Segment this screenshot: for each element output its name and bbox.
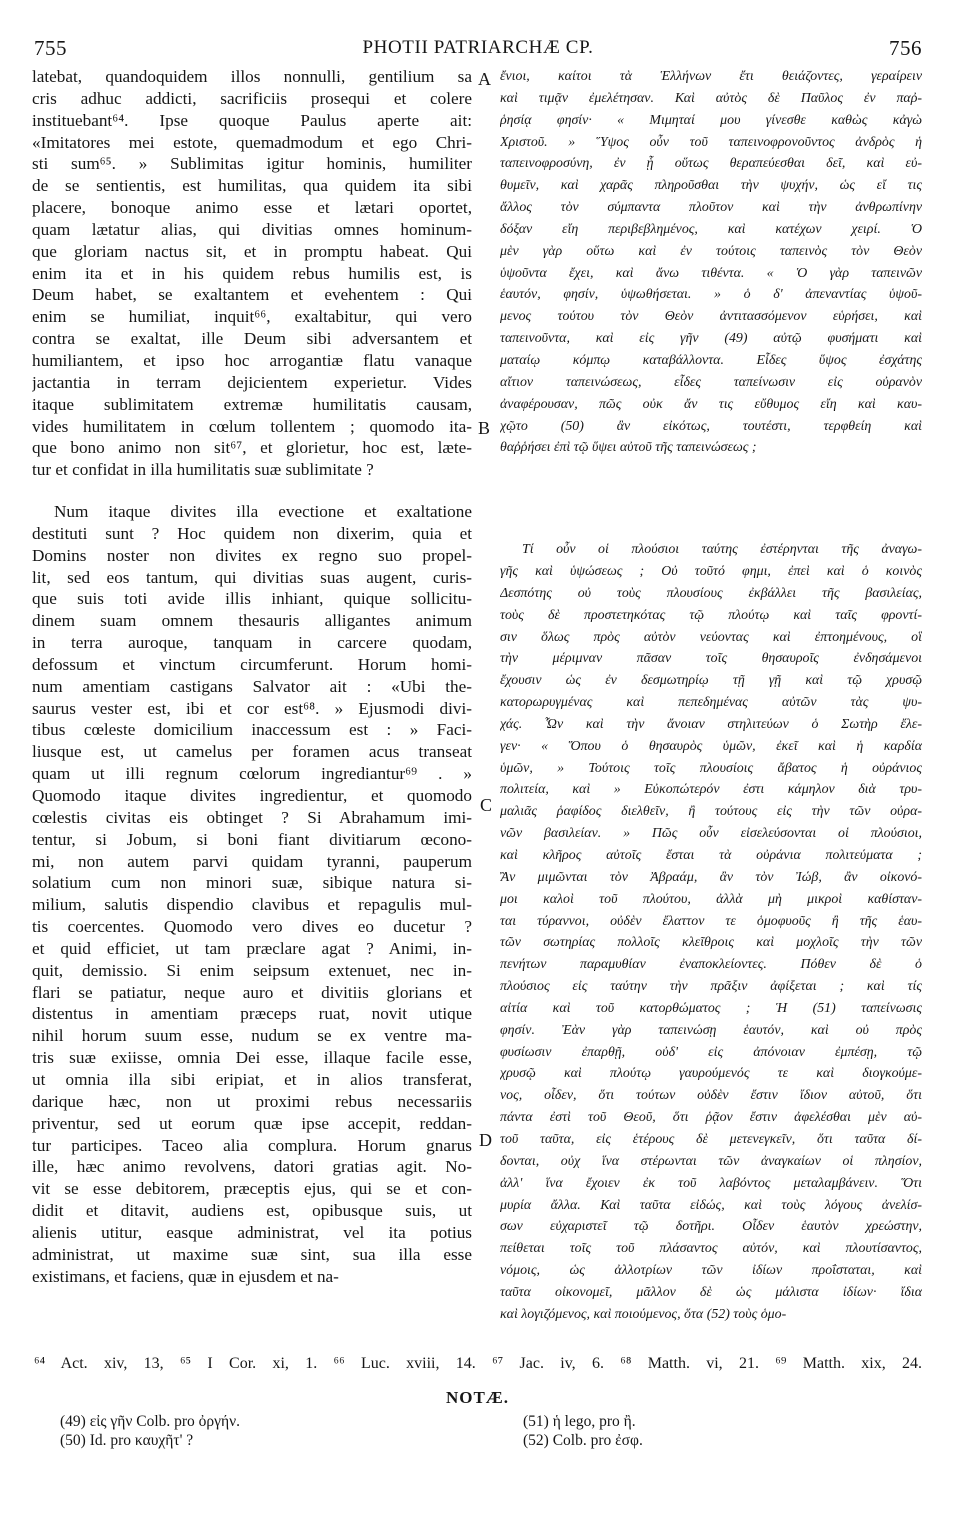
greek-text-line: μαλιᾶς ῥαφίδος διελθεῖν, ἢ τούτους εἰς τὴν τῶν οὐρα- (500, 804, 922, 820)
latin-paragraph-2 (32, 501, 472, 1287)
greek-text-line: Ἂν μιμῶνται τὸν Ἀβραάμ, ἂν τὸν Ἰώβ, ἂν οἰκονό- (500, 869, 922, 885)
note-50: (50) Id. pro καυχῆτ' ? (60, 1432, 194, 1449)
greek-text-line: γῆς καὶ ὑψώσεως ; Οὐ τοῦτό φημι, ἐπεὶ καὶ ὁ κοινὸς (500, 564, 922, 580)
greek-text-line: χρυσῷ καὶ πλούτῳ γαυρούμενός τε καὶ διογκούμε- (500, 1066, 922, 1082)
greek-text-line: καὶ λογιζόμενος, καὶ ποιούμενος, ὅτα (52) τοὺς ὁμο- (500, 1306, 787, 1322)
latin-text-line: sti sum⁶⁵. » Sublimitas igitur hominis, humiliter (32, 154, 472, 174)
greek-text-line: ἔνιοι, καίτοι τὰ Ἑλλήνων ἔτι θειάζοντες, γεραίρειν (500, 69, 922, 84)
section-marker-d: D (479, 1130, 492, 1150)
greek-text-line: πάντα ἐστὶ τοῦ Θεοῦ, ὅτι ῥᾷον ἔστιν ἀφελέσθαι μὲν αὐ- (500, 1110, 922, 1126)
greek-text-line: μυρία ἄλλα. Καὶ ταῦτα εἰδώς, καὶ τοὺς λόγους ἀνελίσ- (500, 1197, 922, 1213)
latin-text-line: administrat, ut maxime suæ sint, sua illa esse (32, 1244, 472, 1264)
greek-text-line: Τί οὖν οἱ πλούσιοι ταύτης ἐστέρηνται τῆς ἀναγω- (522, 542, 922, 558)
page-number-right: 756 (889, 36, 922, 60)
section-marker-b: B (478, 418, 491, 438)
greek-text-line: ἔχουσιν ὡς ἐν δεσμωτηρίῳ τῇ γῇ καὶ τῷ χρυσῷ (500, 673, 922, 689)
latin-text-line: in terra auroque, tanquam in carcere quodam, (32, 633, 472, 653)
latin-text-line: darique hæc, non ut proximi rebus necessariis (32, 1091, 472, 1111)
greek-text-line: νόμοις, ὡς ἀλλοτρίων τῶν ἰδίων προΐσταται, καὶ (500, 1263, 922, 1279)
latin-text-line: destituti sunt ? Hoc quidem non dixerim, quia et (32, 523, 472, 543)
latin-text-line: vides humilitatem in cœlum tollentem ; quomodo ita- (32, 416, 472, 436)
latin-text-line: cœlestis civitas eis obtinget ? Si Abrahamum imi- (32, 807, 472, 827)
latin-text-line: vit se esse debitorem, præceptis ejus, qui se et con- (32, 1179, 472, 1199)
greek-paragraph-2 (500, 539, 922, 1325)
latin-text-line: ille, hæc animo revolvens, datori gratias agit. No- (32, 1157, 472, 1177)
latin-text-line: jactantia in terram dejicientem experietur. Vides (32, 372, 472, 392)
latin-paragraph-1 (32, 66, 472, 481)
latin-text-line: existimans, et faciens, quæ in ejusdem et na- (32, 1266, 339, 1286)
greek-text-line: ἄλλος τὸν σύμπαντα πλοῦτον καὶ τὴν ἀνθρωπίνην (500, 200, 922, 216)
greek-paragraph-1 (500, 66, 922, 459)
greek-text-line: αἰτία καὶ τοῦ κατορθώματος ; Ἡ (51) ταπείνωσις (500, 1000, 922, 1016)
section-marker-c: C (480, 795, 493, 815)
latin-text-line: flari se patiatur, neque auro et divitiis glorians et (32, 982, 472, 1002)
latin-text-line: quit, demissio. Si enim seipsum extenuet, nec in- (32, 960, 472, 980)
greek-text-line: νος, οἶδεν, ὅτι τούτων οὐδὲν ἔστιν ἴδιον αὐτοῦ, ὅτι (500, 1088, 922, 1104)
latin-text-line: alienis utitur, easque administrat, vel ita potius (32, 1222, 472, 1242)
latin-text-line: solatium cum non minori suæ, sibique natura si- (32, 873, 472, 893)
latin-text-line: tris suæ exiisse, omnia Dei esse, illaque facile esse, (32, 1048, 472, 1068)
latin-text-line: que suis toti avide illis inhiant, quique sollicitu- (32, 589, 472, 609)
running-header (34, 36, 922, 66)
greek-text-line: θυμεῖν, καὶ χαρᾶς πληροῦσθαι τὴν ψυχήν, ὡς εἴ τις (500, 178, 922, 194)
latin-text-line: enim se humiliat, inquit⁶⁶, exaltabitur, qui vero (32, 307, 472, 327)
notes-heading: NOTÆ. (445, 1388, 510, 1407)
footnote-references: ⁶⁴ Act. xiv, 13, ⁶⁵ I Cor. xi, 1. ⁶⁶ Luc. xviii, 14. ⁶⁷ Jac. iv, 6. ⁶⁸ Matth. vi, 21. ⁶⁹ Matth. xix, 24. (34, 1355, 922, 1372)
greek-text-line: τοὺς δὲ προστετηκότας τῷ πλούτῳ καὶ ταῖς φροντί- (500, 607, 922, 623)
greek-text-line: μοι καλοὶ τοῦ πλούτου, ἀλλὰ μὴ μικροὶ καθίσταν- (500, 891, 922, 907)
latin-text-line: Num itaque divites illa evectione et exaltatione (54, 502, 472, 522)
latin-text-line: humiliantem, et ipso hoc arrogantiæ flatu vanaque (32, 350, 472, 370)
note-49: (49) εἰς γῆν Colb. pro ὀργήν. (60, 1413, 240, 1430)
latin-text-line: tentur, si Jobum, si boni fiant divitiarum œcono- (32, 829, 472, 849)
note-52: (52) Colb. pro ἐσφ. (523, 1432, 643, 1449)
latin-text-line: «Imitatores mei estote, quemadmodum et ego Chri- (32, 132, 472, 152)
running-title: PHOTII PATRIARCHÆ CP. (362, 37, 594, 58)
greek-text-line: μενος τούτου τὸν Θεὸν ἀντιτασσόμενον εὑρήσει, καὶ (500, 309, 922, 325)
greek-text-line: πολιτεία, καὶ » Εὐκοπώτερόν ἐστι κάμηλον διὰ τρυ- (500, 782, 922, 798)
greek-text-line: αἴτιον ταπεινώσεως, εἶδες ταπείνωσιν εἰς οὐρανὸν (500, 374, 922, 390)
greek-text-line: δόξαν εἴη περιβεβλημένος, καὶ κατέχων χειρί. Ὁ (500, 221, 922, 237)
latin-text-line: que gloriam nactus sit, et in promptu habeat. Qui (32, 241, 472, 261)
greek-text-line: νῶν βασιλείαν. » Πῶς οὖν εἰσελεύσονται οἱ πλούσιοι, (500, 826, 922, 842)
latin-text-line: que bono animo non sit⁶⁷, et glorietur, hoc est, læte- (32, 438, 472, 458)
greek-text-line: χάς. Ὧν καὶ τὴν ἄνοιαν στηλιτεύων ὁ Σωτὴρ ἔλε- (500, 716, 922, 732)
latin-text-line: distentus in amentiam præceps ruat, novit utique (32, 1004, 472, 1024)
greek-text-line: ται τύραννοι, οὐδὲν ἔλαττον τε ὁμοφυοῦς ἢ τῆς ἑαυ- (500, 913, 922, 929)
latin-text-line: quam lætatur alias, qui divitias omnes hominum- (32, 219, 472, 239)
latin-text-line: saurus vester est, ibi et cor est⁶⁸. » Ejusmodi divi- (32, 698, 472, 718)
latin-text-line: enim ita et in his quidem rebus humilis est, is (32, 263, 472, 283)
greek-text-line: καὶ τιμᾷν ἐμελέτησαν. Καὶ αὐτὸς δὲ Παῦλος ἐν παῤ- (500, 90, 922, 106)
latin-text-line: didit et ditavit, audiens est, opibusque suis, ut (32, 1201, 472, 1221)
section-marker-a: A (478, 69, 491, 89)
latin-text-line: placere, bonoque animo esse et lætari oportet, (32, 198, 472, 218)
greek-text-line: ὑμῶν, » Τούτοις τοῖς πλουσίοις ἄβατος ἡ οὐράνιος (500, 760, 922, 776)
latin-column (32, 66, 472, 1287)
greek-column (500, 66, 922, 1326)
latin-text-line: latebat, quandoquidem illos nonnulli, gentilium sa (32, 67, 472, 86)
latin-text-line: Deum habet, se exaltantem et evehentem : Qui (32, 285, 472, 305)
greek-text-line: ῥησίᾳ φησίν· « Μιμηταί μου γίνεσθε καθὼς κἀγὼ (500, 112, 922, 128)
greek-text-line: πενήτων παραμυθίαν ἐναποκλείοντες. Πόθεν δὲ ὁ (500, 957, 922, 973)
latin-text-line: tur et confidat in illa humilitatis suæ sublimitate ? (32, 460, 374, 480)
greek-text-line: ἀλλ' ἵνα ἔχοιεν ἐκ τοῦ λαβόντος μεταλαμβάνειν. Ὅτι (500, 1175, 922, 1191)
latin-text-line: tis coercentes. Quomodo vero dives eo ducetur ? (32, 917, 472, 937)
greek-text-line: πλούσιος εἰς ταύτην τὴν πρᾶξιν ἀφίξεται ; καὶ τίς (500, 979, 922, 995)
greek-text-line: μὲν γὰρ οὕτω καὶ ἐν τούτοις ταπεινὸς τὸν Θεὸν (500, 243, 922, 259)
greek-text-line: φυσίωσιν ἐπαρθῇ, οὐδ' εἰς ἀπόνοιαν ἐμπέσῃ, τῷ (500, 1044, 922, 1060)
greek-text-line: τοῦ ταῦτα, εἰς ἑτέρους δὲ μετενεγκεῖν, ὅτι ταῦτα δί- (500, 1131, 922, 1147)
greek-text-line: σων εὐχαριστεῖ τῷ δοτῆρι. Οἶδεν ἑαυτὸν χρεώστην, (500, 1219, 922, 1235)
greek-text-line: ταῦτα οἰκονομεῖ, μᾶλλον δὲ ὡς μάλιστα ἰδίων· ἴδια (500, 1284, 922, 1300)
greek-text-line: ταπεινοφροσύνη, ἐν ᾗ οὕτως θεραπεύεσθαι δεῖ, καὶ εὐ- (500, 156, 922, 172)
notes-left (60, 1412, 240, 1450)
latin-text-line: de se sentientis, est humilitas, qua quidem ita sibi (32, 176, 472, 196)
latin-text-line: nihil horum suum esse, nudum se ex ventre ma- (32, 1026, 472, 1046)
latin-text-line: milium, salutis dispendio clavibus et repagulis mul- (32, 895, 472, 915)
latin-text-line: cris adhuc addicti, sacrificiis prosequi et colere (32, 88, 472, 108)
greek-text-line: Χριστοῦ. » Ὕψος οὖν τοῦ ταπεινοφρονοῦντος ἀνδρὸς ἡ (500, 134, 922, 150)
latin-text-line: instituebant⁶⁴. Ipse quoque Paulus aperte ait: (32, 110, 472, 130)
latin-text-line: mi, non autem parvi quidam tyranni, pauperum (32, 851, 472, 871)
greek-text-line: ματαίῳ κόμπῳ καταβάλλοντα. Εἶδες ὕψος ἐσχάτης (500, 352, 922, 368)
notes-right (523, 1412, 643, 1450)
latin-text-line: quam ut illi regnum cœlorum ingrediantur⁶⁹ . » (32, 764, 472, 784)
greek-text-line: κατορωρυγμένας καὶ πεπεδημένας αὐτῶν τὰς ψυ- (500, 695, 922, 711)
greek-text-line: σιν ὅλως πρὸς αὐτὸν νεύοντας καὶ ἐπτοημένους, οἳ (500, 629, 922, 645)
latin-text-line: contra se exaltat, ille Deum sibi adversantem et (32, 329, 472, 349)
page-number-left: 755 (34, 36, 67, 60)
latin-text-line: lit, sed eos tantum, qui divitias suas augent, curis- (32, 567, 472, 587)
latin-text-line: liusque est, ut camelus per foramen acus transeat (32, 742, 472, 762)
latin-text-line: ut omnia illa sibi eripiat, et in alios transferat, (32, 1069, 472, 1089)
greek-text-line: θαῤῥήσει ἐπὶ τῷ ὕψει αὐτοῦ τῆς ταπεινώσεως ; (500, 440, 757, 456)
greek-text-line: τῶν σωτηρίας πολλοῖς κλεῖθροις καὶ μοχλοῖς τὴν τῶν (500, 935, 922, 951)
greek-text-line: πείθεται τοῖς τοῦ πλάσαντος αὐτόν, καὶ πλουτίσαντος, (500, 1241, 922, 1257)
latin-text-line: et quid efficiet, ut tam præclare agat ? Animi, in- (32, 938, 472, 958)
greek-text-line: ταπεινοῦντα, καὶ εἰς γῆν (49) αὐτῷ φυσήματι καὶ (500, 331, 922, 347)
greek-text-line: δονται, οὐχ ἵνα στέρωνται τῶν ἀναγκαίων οἱ πλησίον, (500, 1153, 922, 1169)
greek-text-line: φησίν. Ἐὰν γὰρ ταπεινώσῃ ἑαυτόν, καὶ οὐ πρὸς (500, 1022, 922, 1038)
greek-text-line: Δεσπότης οὐ τοὺς πλουσίους ἐκβάλλει τῆς βασιλείας, (500, 585, 922, 601)
latin-text-line: Quomodo itaque divites ingredientur, et quomodo (32, 786, 472, 805)
greek-text-line: ἑαυτόν, φησίν, ὑψωθήσεται. » ὁ δ' ἀπεναντίας ὑψοῦ- (500, 287, 922, 303)
latin-text-line: priventur, sed ut eorum quæ ipse accepit, reddan- (32, 1113, 472, 1133)
latin-text-line: Domins noster non divites ex regno suo propel- (32, 545, 472, 565)
greek-text-line: τὴν μέριμναν πᾶσαν τοῖς θησαυροῖς ἐνδησάμενοι (500, 651, 922, 667)
latin-text-line: num amentiam castigans Salvator ait : «Ubi the- (32, 676, 472, 696)
latin-text-line: dinem suam omnem thesauris alligantes animum (32, 611, 472, 631)
greek-text-line: καὶ κλῆρος αὐτοῖς ἔσται τὰ οὐράνια πολιτεύματα ; (500, 848, 922, 863)
latin-text-line: defossum et vinctum circumferunt. Horum homi- (32, 654, 472, 674)
greek-text-line: γεν· « Ὅπου ὁ θησαυρὸς ὑμῶν, ἐκεῖ καὶ ἡ καρδία (500, 738, 922, 754)
latin-text-line: itaque sublimitatem extremæ humilitatis causam, (32, 394, 472, 414)
latin-text-line: tur participes. Taceo alia complura. Horum gnarus (32, 1135, 472, 1155)
greek-text-line: χῷτο (50) ἂν εἰκότως, τουτέστι, τερφθείη καὶ (500, 418, 922, 434)
note-51: (51) ἡ lego, pro ἢ. (523, 1413, 636, 1430)
greek-text-line: ὑψοῦντα ἔχει, καὶ ἄνω τιθέντα. « Ὁ γὰρ ταπεινῶν (500, 265, 922, 281)
latin-text-line: tibus cœleste domicilium inaccessum est : » Faci- (32, 720, 472, 740)
greek-text-line: ἀναφέρουσαν, πῶς οὐκ ἄν τις εὔθυμος εἴη καὶ καυ- (500, 396, 922, 412)
